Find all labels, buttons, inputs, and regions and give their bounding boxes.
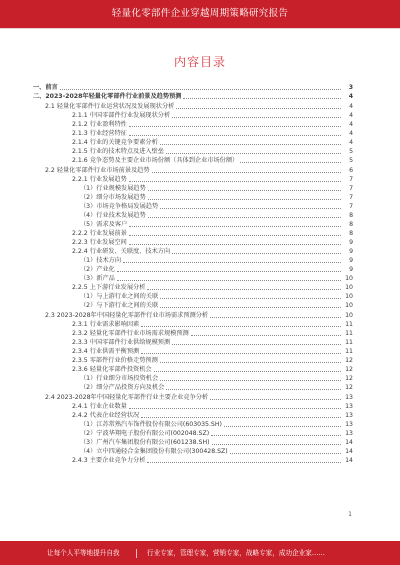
- dot-leader: [172, 253, 341, 254]
- toc-entry[interactable]: [33, 92, 353, 101]
- toc-entry[interactable]: [33, 283, 353, 292]
- toc-entry[interactable]: [33, 238, 353, 247]
- toc-entry-title: 2.2.1 行业发展趋势: [72, 176, 127, 183]
- toc-entry-page: 9: [349, 266, 353, 273]
- dot-leader: [166, 153, 341, 154]
- toc-entry[interactable]: [33, 329, 353, 338]
- report-header-bar: [0, 0, 400, 28]
- toc-entry-page: 3: [348, 84, 353, 91]
- toc-entry[interactable]: [33, 265, 353, 274]
- toc-entry-page: 8: [349, 212, 353, 219]
- dot-leader: [160, 298, 341, 299]
- dot-leader: [230, 453, 341, 454]
- toc-entry-page: 9: [349, 248, 353, 255]
- dot-leader: [117, 280, 341, 281]
- toc-entry-title: （1）与上游行业之间的关联: [80, 293, 159, 300]
- dot-leader: [129, 235, 341, 236]
- dot-leader: [172, 344, 341, 345]
- toc-entry[interactable]: [33, 111, 353, 120]
- toc-entry[interactable]: [33, 193, 353, 202]
- toc-entry[interactable]: [33, 301, 353, 310]
- dot-leader: [154, 371, 341, 372]
- dot-leader: [141, 417, 341, 418]
- toc-entry-title: （4）立中四通轻合金集团股份有限公司(300428.SZ): [80, 448, 228, 455]
- dot-leader: [160, 362, 341, 363]
- toc-entry[interactable]: [33, 320, 353, 329]
- toc-entry[interactable]: [33, 274, 353, 283]
- toc-entry[interactable]: [33, 229, 353, 238]
- dot-leader: [224, 426, 341, 427]
- toc-entry[interactable]: [33, 356, 353, 365]
- toc-entry[interactable]: [33, 175, 353, 184]
- toc-entry-page: 7: [349, 185, 353, 192]
- toc-entry-page: 4: [349, 139, 353, 146]
- dot-leader: [129, 408, 341, 409]
- toc-entry-page: 8: [349, 221, 353, 228]
- dot-leader: [172, 117, 341, 118]
- toc-entry[interactable]: [33, 220, 353, 229]
- report-title: 轻量化零部件企业穿越周期策略研究报告: [111, 8, 289, 19]
- dot-leader: [148, 199, 341, 200]
- toc-entry-title: 2.2.4 行业研发、关联度、技术方向: [72, 248, 171, 255]
- footer-bar: [0, 541, 400, 565]
- toc-entry-page: 13: [345, 403, 353, 410]
- dot-leader: [129, 126, 341, 127]
- toc-entry[interactable]: [33, 402, 353, 411]
- dot-leader: [129, 226, 341, 227]
- toc-entry[interactable]: [33, 292, 353, 301]
- toc-entry-page: 5: [349, 157, 353, 164]
- toc-entry-page: 12: [345, 384, 353, 391]
- toc-entry-title: 2.1.2 行业盈利特性: [72, 121, 127, 128]
- toc-entry-page: 14: [345, 448, 353, 455]
- dot-leader: [210, 317, 341, 318]
- footer-tagline: 行业专家，管理专家，营销专家，战略专家，成功企业家……: [147, 549, 326, 557]
- toc-entry[interactable]: [33, 147, 353, 156]
- toc-entry-title: 2.2.3 行业发展空间: [72, 239, 127, 246]
- toc-entry-title: 2.4 2023-2028年中国轻量化零部件行业主要企业竞争分析: [45, 394, 209, 401]
- toc-entry-page: 11: [345, 330, 353, 337]
- toc-entry[interactable]: [33, 202, 353, 211]
- toc-entry-title: 2.3.5 零部件行业价格走势预测: [72, 357, 158, 364]
- toc-entry[interactable]: [33, 247, 353, 256]
- dot-leader: [183, 98, 341, 99]
- toc-entry-page: 13: [345, 394, 353, 401]
- toc-entry-page: 4: [348, 93, 353, 100]
- toc-entry-title: 2.3 2023-2028年中国轻量化零部件行业市场需求预测分析: [45, 312, 209, 319]
- dot-leader: [191, 335, 341, 336]
- toc-entry-page: 4: [349, 121, 353, 128]
- toc-entry[interactable]: [33, 83, 353, 92]
- toc-entry[interactable]: [33, 184, 353, 193]
- dot-leader: [141, 353, 341, 354]
- toc-entry[interactable]: [33, 102, 353, 111]
- toc-entry-page: 9: [349, 239, 353, 246]
- dot-leader: [117, 271, 341, 272]
- dot-leader: [148, 190, 341, 191]
- toc-entry-page: 4: [349, 103, 353, 110]
- toc-entry[interactable]: [33, 393, 353, 402]
- dot-leader: [147, 462, 341, 463]
- dot-leader: [176, 108, 341, 109]
- toc-entry-title: 2.1 轻量化零部件行业运营状况及发展现状分析: [45, 103, 175, 110]
- toc-entry-page: 6: [349, 167, 353, 174]
- toc-entry-title: 2.2 轻量化零部件行业市场前景及趋势: [45, 167, 150, 174]
- toc-entry[interactable]: [33, 420, 353, 429]
- dot-leader: [160, 144, 341, 145]
- toc-entry-title: 2.3.3 中国零部件行业供给规模预测: [72, 339, 171, 346]
- toc-entry[interactable]: [33, 429, 353, 438]
- toc-entry[interactable]: [33, 156, 353, 165]
- toc-entry[interactable]: [33, 166, 353, 175]
- toc-entry-page: 10: [345, 275, 353, 282]
- toc-entry[interactable]: [33, 411, 353, 420]
- dot-leader: [160, 208, 341, 209]
- toc-entry-page: 10: [345, 293, 353, 300]
- toc-entry-page: 11: [345, 339, 353, 346]
- toc-entry-page: 12: [345, 366, 353, 373]
- toc-entry[interactable]: [33, 129, 353, 138]
- toc-entry-title: （5）需求及客户: [80, 221, 128, 228]
- toc-entry-title: 2.4.2 代表企业经营状况: [72, 412, 140, 419]
- toc-entry-page: 8: [349, 230, 353, 237]
- toc-entry-title: （1）技术方向: [80, 257, 122, 264]
- toc-entry[interactable]: [33, 311, 353, 320]
- toc-entry-title: 2.1.5 行业的技术特点及进入壁垒: [72, 148, 164, 155]
- toc-entry[interactable]: [33, 447, 353, 456]
- dot-leader: [148, 217, 341, 218]
- dot-leader: [129, 135, 341, 136]
- toc-entry-page: 13: [345, 421, 353, 428]
- toc-entry-page: 12: [345, 375, 353, 382]
- header-divider: [0, 28, 400, 29]
- toc-entry[interactable]: [33, 374, 353, 383]
- toc-entry-title: 2.1.4 行业的关键竞争要素分析: [72, 139, 158, 146]
- toc-entry-title: 2.1.3 行业经营特征: [72, 130, 127, 137]
- toc-entry-page: 4: [349, 130, 353, 137]
- toc-entry[interactable]: [33, 211, 353, 220]
- toc-entry-page: 13: [345, 412, 353, 419]
- dot-leader: [123, 262, 341, 263]
- toc-entry-title: （4）行业技术发展趋势: [80, 212, 146, 219]
- toc-entry-title: （1）江苏常熟汽车饰件股份有限公司(603035.SH): [80, 421, 222, 428]
- toc-entry-page: 14: [345, 457, 353, 464]
- toc-entry-title: （3）广州汽车集团股份有限公司(601238.SH): [80, 439, 210, 446]
- toc-entry[interactable]: [33, 347, 353, 356]
- toc-entry-title: 一、前言: [33, 84, 58, 91]
- toc-entry[interactable]: [33, 138, 353, 147]
- toc-entry[interactable]: [33, 120, 353, 129]
- toc-entry-title: 2.1.6 竞争态势及主要企业市场份额（具体到企业市场份额）: [72, 157, 239, 164]
- footer-divider: [136, 549, 137, 558]
- toc-entry-page: 10: [345, 302, 353, 309]
- toc-entry-page: 9: [349, 257, 353, 264]
- toc-entry[interactable]: [33, 256, 353, 265]
- toc-entry-title: （2）细分产品投资方向及机会: [80, 384, 165, 391]
- dot-leader: [141, 326, 341, 327]
- toc-entry-title: （1）行业规模发展趋势: [80, 185, 146, 192]
- toc-entry-title: 2.1.1 中国零部件行业发展现状分析: [72, 112, 171, 119]
- toc-entry-title: 2.4.1 行业企业数量: [72, 403, 127, 410]
- toc-entry-page: 13: [345, 430, 353, 437]
- toc-entry-title: 二、2023-2028年轻量化零部件行业前景及趋势预测: [33, 93, 182, 100]
- toc-entry-page: 7: [349, 194, 353, 201]
- page-number: 1: [348, 511, 352, 518]
- toc-entry-page: 11: [345, 348, 353, 355]
- toc-entry-title: （2）细分市场发展趋势: [80, 194, 146, 201]
- footer-slogan: 让每个人平等地提升自我: [47, 549, 120, 557]
- dot-leader: [60, 89, 341, 90]
- toc-entry-page: 4: [349, 112, 353, 119]
- toc-entry-title: 2.2.2 行业发展前景: [72, 230, 127, 237]
- toc-entry-title: 2.2.5 上下游行业发展分析: [72, 284, 146, 291]
- toc-entry-page: 7: [349, 176, 353, 183]
- toc-entry-title: 2.3.1 行业需求影响因素: [72, 321, 140, 328]
- toc-entry-page: 10: [345, 312, 353, 319]
- toc-entry-title: 2.3.6 轻量化零部件投资机会: [72, 366, 152, 373]
- toc-entry[interactable]: [33, 438, 353, 447]
- dot-leader: [166, 389, 341, 390]
- toc-entry-page: 11: [345, 321, 353, 328]
- toc-entry-title: 2.3.4 行业供需平衡预测: [72, 348, 140, 355]
- toc-entry[interactable]: [33, 456, 353, 465]
- dot-leader: [160, 307, 341, 308]
- toc-entry-title: （2）宁波华翔电子股份有限公司(002048.SZ): [80, 430, 210, 437]
- dot-leader: [210, 399, 341, 400]
- toc-entry-title: （3）市场竞争格局发展趋势: [80, 203, 159, 210]
- dot-leader: [152, 172, 341, 173]
- toc-entry-title: （2）与下游行业之间的关联: [80, 302, 159, 309]
- toc-entry-page: 5: [349, 148, 353, 155]
- toc-entry[interactable]: [33, 365, 353, 374]
- dot-leader: [211, 435, 341, 436]
- toc-entry-title: 2.4.3 主要企业竞争力分析: [72, 457, 146, 464]
- toc-entry-page: 12: [345, 357, 353, 364]
- dot-leader: [212, 444, 341, 445]
- toc-entry-page: 7: [349, 203, 353, 210]
- toc-entry[interactable]: [33, 383, 353, 392]
- toc-entry-title: 2.3.2 轻量化零部件行业市场需求规模预测: [72, 330, 189, 337]
- toc-entry-title: （2）产业化: [80, 266, 115, 273]
- toc-entry[interactable]: [33, 338, 353, 347]
- toc-entry-page: 14: [345, 439, 353, 446]
- toc-entry-title: （3）新产品: [80, 275, 115, 282]
- dot-leader: [147, 289, 341, 290]
- dot-leader: [160, 380, 341, 381]
- dot-leader: [129, 181, 341, 182]
- dot-leader: [129, 244, 341, 245]
- toc-entry-page: 10: [345, 284, 353, 291]
- table-of-contents: [33, 83, 353, 465]
- toc-heading: 内容目录: [173, 55, 226, 69]
- dot-leader: [240, 162, 341, 163]
- toc-entry-title: （1）行业细分市场投资机会: [80, 375, 159, 382]
